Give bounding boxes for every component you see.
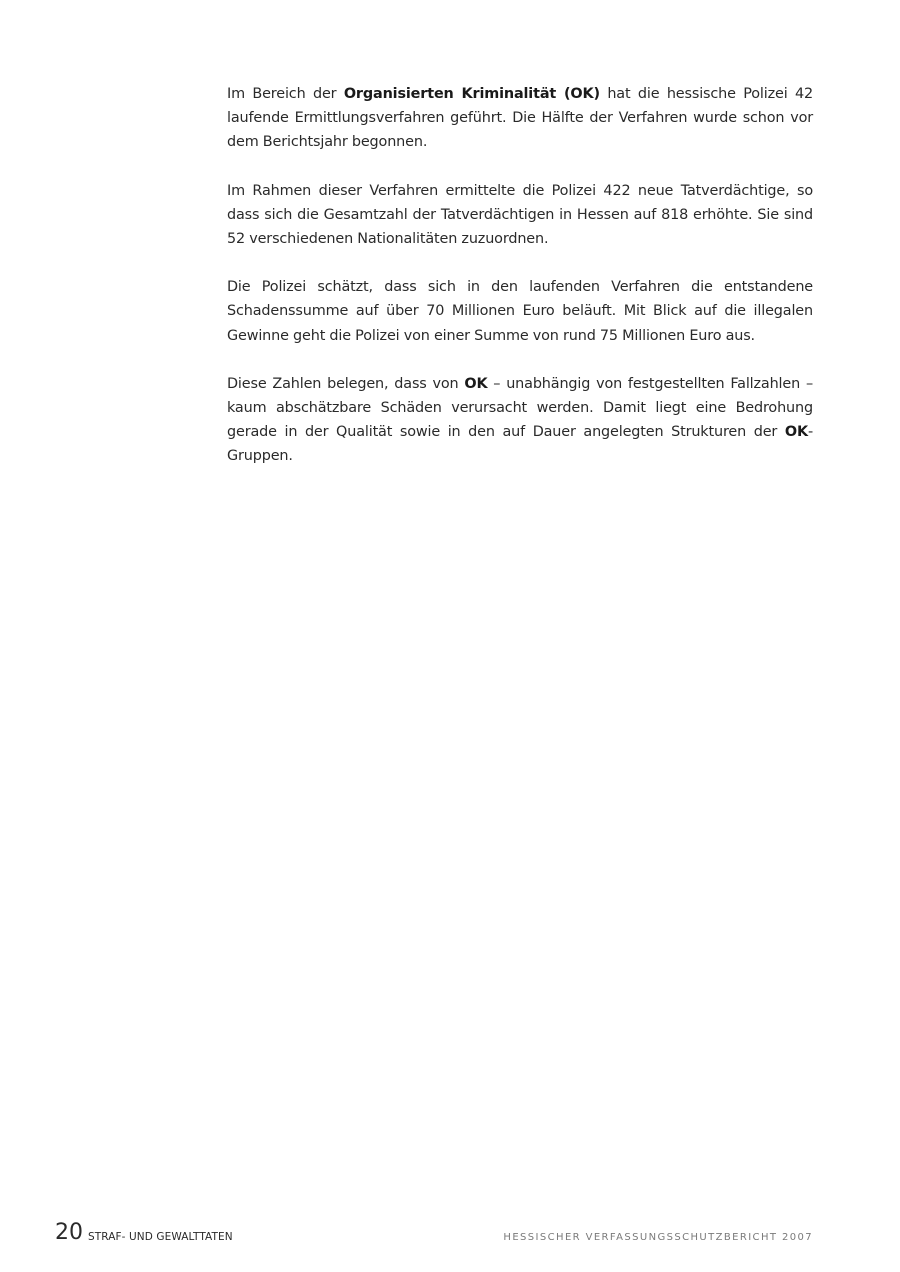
paragraph-damages: Die Polizei schätzt, dass sich in den laufenden Verfahren die entstandene Schadenssumme auf über 70 Millionen Euro beläuft. Mit Blick auf die illegalen Gewinne geht die Polizei von einer Summe von rund 75 Millionen Euro aus. (227, 279, 813, 344)
paragraph-threat (227, 372, 813, 469)
footer-report-title: HESSISCHER VERFASSUNGSSCHUTZBERICHT 2007 (503, 1232, 813, 1243)
paragraph-1-text-end: hat die hessische Polizei 42 laufende Ermittlungsverfahren geführt. Die Hälfte der Verfahren wurde schon vor dem Berichtsjahr begonnen. (227, 86, 813, 151)
paragraph-4-text-middle: – unabhängig von festgestellten Fallzahlen – kaum abschätzbare Schäden verursacht werden. Damit liegt eine Bedrohung gerade in der Qualität sowie in den auf Dauer angelegten Strukturen der (227, 375, 813, 441)
paragraph-1-bold-term: Organisierten Kriminalität (OK) (343, 86, 600, 102)
paragraph-ok-overview (227, 82, 813, 155)
footer-section-title: STRAF- UND GEWALTTATEN (88, 1231, 233, 1243)
paragraph-suspects: Im Rahmen dieser Verfahren ermittelte die Polizei 422 neue Tatverdächtige, so dass sich die Gesamtzahl der Tatverdächtigen in Hessen auf 818 erhöhte. Sie sind 52 verschiedenen Nationalitäten zuzuordnen. (227, 182, 813, 248)
paragraph-4-text-end: -Gruppen. (227, 424, 813, 465)
body-text (227, 82, 813, 493)
page-number: 20 (55, 1220, 83, 1245)
paragraph-4-text-start: Diese Zahlen belegen, dass von (227, 375, 465, 392)
paragraph-4-bold-ok-2: OK (784, 424, 808, 441)
paragraph-4-bold-ok-1: OK (464, 375, 488, 392)
paragraph-1-text-start: Im Bereich der (227, 86, 344, 102)
